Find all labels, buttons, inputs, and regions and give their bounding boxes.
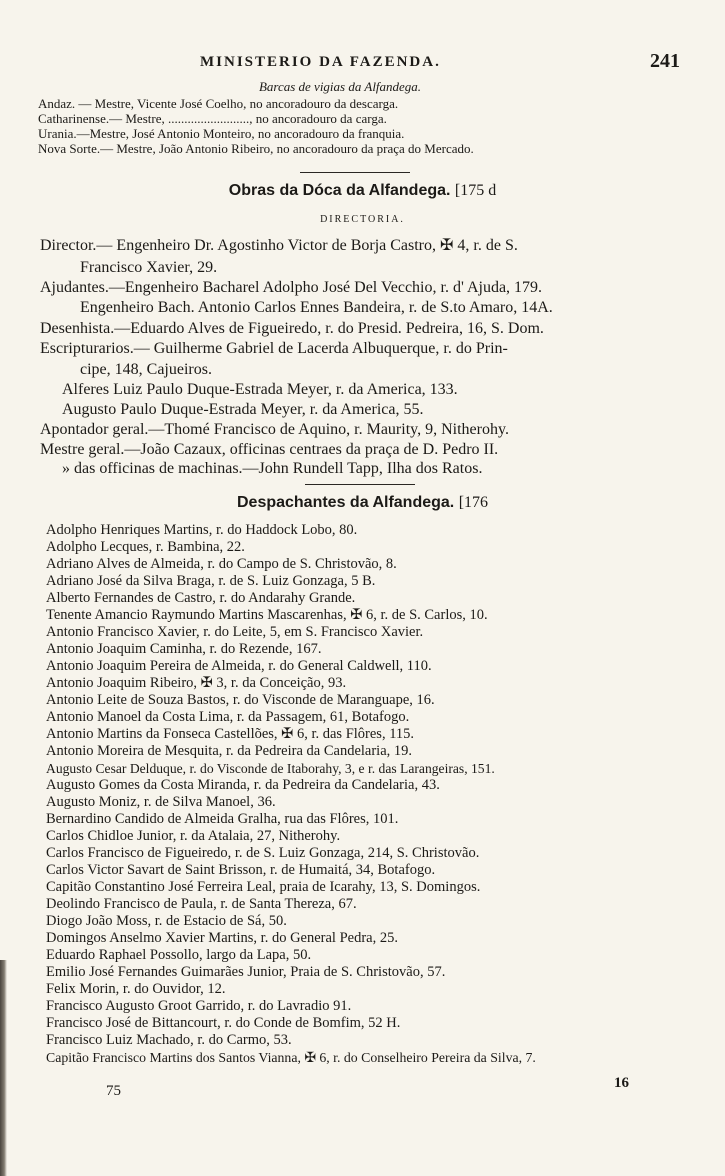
list-item: Francisco José de Bittancourt, r. do Conde de Bomfim, 52 H.	[46, 1015, 401, 1031]
section-divider	[300, 172, 410, 173]
signature-mark-right: 16	[614, 1075, 629, 1091]
list-item: Antonio Moreira de Mesquita, r. da Pedreira da Candelaria, 19.	[46, 743, 413, 759]
list-item: Capitão Francisco Martins dos Santos Vianna, ✠ 6, r. do Conselheiro Pereira da Silva, 7.	[46, 1050, 536, 1065]
obras-line: Ajudantes.—Engenheiro Bacharel Adolpho José Del Vecchio, r. d' Ajuda, 179.	[40, 279, 543, 296]
list-item: Emilio José Fernandes Guimarães Junior, Praia de S. Christovão, 57.	[46, 964, 446, 980]
list-item: Tenente Amancio Raymundo Martins Mascarenhas, ✠ 6, r. de S. Carlos, 10.	[46, 607, 488, 623]
list-item: Antonio Martins da Fonseca Castellões, ✠ 6, r. das Flôres, 115.	[46, 726, 415, 742]
list-item: Felix Morin, r. do Ouvidor, 12.	[46, 981, 226, 997]
list-item: Bernardino Candido de Almeida Gralha, rua das Flôres, 101.	[46, 811, 399, 827]
obras-line: Apontador geral.—Thomé Francisco de Aquino, r. Maurity, 9, Nitherohy.	[40, 421, 509, 438]
list-item: Antonio Francisco Xavier, r. do Leite, 5, em S. Francisco Xavier.	[46, 624, 424, 640]
obras-line: Francisco Xavier, 29.	[80, 259, 218, 276]
obras-line: Mestre geral.—João Cazaux, officinas centraes da praça de D. Pedro II.	[40, 441, 499, 458]
page-number: 241	[650, 50, 680, 72]
list-item: Augusto Moniz, r. de Silva Manoel, 36.	[46, 794, 276, 810]
obras-line: » das officinas de machinas.—John Rundell Tapp, Ilha dos Ratos.	[62, 460, 483, 477]
list-item: Adriano José da Silva Braga, r. de S. Luiz Gonzaga, 5 B.	[46, 573, 376, 589]
vigias-line: Catharinense.— Mestre, ........................., no ancoradouro da carga.	[38, 111, 387, 126]
vigias-line: Andaz. — Mestre, Vicente José Coelho, no ancoradouro da descarga.	[38, 96, 399, 111]
list-item: Augusto Gomes da Costa Miranda, r. da Pedreira da Candelaria, 43.	[46, 777, 440, 793]
list-item: Domingos Anselmo Xavier Martins, r. do General Pedra, 25.	[46, 930, 398, 946]
page-header	[40, 46, 680, 74]
obras-line: Alferes Luiz Paulo Duque-Estrada Meyer, r. da America, 133.	[62, 381, 458, 398]
signature-mark-left: 75	[106, 1083, 121, 1099]
obras-line: Desenhista.—Eduardo Alves de Figueiredo, r. do Presid. Pedreira, 16, S. Dom.	[40, 320, 544, 337]
list-item: Antonio Leite de Souza Bastos, r. do Visconde de Maranguape, 16.	[46, 692, 435, 708]
section-subtitle: DIRECTORIA.	[320, 214, 405, 225]
section-title-obras	[0, 182, 725, 200]
list-item: Antonio Joaquim Pereira de Almeida, r. do General Caldwell, 110.	[46, 658, 432, 674]
list-item: Carlos Francisco de Figueiredo, r. de S. Luiz Gonzaga, 214, S. Christovão.	[46, 845, 480, 861]
list-item: Carlos Chidloe Junior, r. da Atalaia, 27, Nitherohy.	[46, 828, 341, 844]
list-item: Antonio Joaquim Caminha, r. do Rezende, 167.	[46, 641, 322, 657]
obras-line: Augusto Paulo Duque-Estrada Meyer, r. da America, 55.	[62, 401, 424, 418]
list-item: Francisco Augusto Groot Garrido, r. do Lavradio 91.	[46, 998, 352, 1014]
list-item: Antonio Joaquim Ribeiro, ✠ 3, r. da Conceição, 93.	[46, 675, 347, 691]
list-item: Francisco Luiz Machado, r. do Carmo, 53.	[46, 1032, 292, 1048]
list-item: Augusto Cesar Delduque, r. do Visconde de Itaborahy, 3, e r. das Larangeiras, 151.	[46, 761, 495, 776]
list-item: Deolindo Francisco de Paula, r. de Santa Thereza, 67.	[46, 896, 357, 912]
section-title-text: Obras da Dóca da Alfandega.	[228, 182, 451, 199]
list-item: Diogo João Moss, r. de Estacio de Sá, 50.	[46, 913, 287, 929]
vigias-heading: Barcas de vigias da Alfandega.	[258, 79, 422, 94]
list-item: Antonio Manoel da Costa Lima, r. da Passagem, 61, Botafogo.	[46, 709, 410, 725]
obras-line: Escripturarios.— Guilherme Gabriel de Lacerda Albuquerque, r. do Prin-	[40, 340, 508, 357]
list-item: Adolpho Lecques, r. Bambina, 22.	[46, 539, 245, 555]
list-item: Adriano Alves de Almeida, r. do Campo de S. Christovão, 8.	[46, 556, 397, 572]
list-item: Adolpho Henriques Martins, r. do Haddock Lobo, 80.	[46, 522, 358, 538]
list-item: Carlos Victor Savart de Saint Brisson, r. de Humaitá, 34, Botafogo.	[46, 862, 436, 878]
list-item: Capitão Constantino José Ferreira Leal, praia de Icarahy, 13, S. Domingos.	[46, 879, 481, 895]
section-title-text: Despachantes da Alfandega.	[236, 494, 455, 511]
vigias-line: Urania.—Mestre, José Antonio Monteiro, no ancoradouro da franquia.	[38, 126, 405, 141]
section-reference: [176	[458, 494, 489, 511]
obras-line: Engenheiro Bach. Antonio Carlos Ennes Bandeira, r. de S.to Amaro, 14A.	[80, 299, 553, 316]
obras-line: cipe, 148, Cajueiros.	[80, 361, 212, 378]
running-title: MINISTERIO DA FAZENDA.	[200, 54, 441, 70]
list-item: Alberto Fernandes de Castro, r. do Andarahy Grande.	[46, 590, 356, 606]
vigias-line: Nova Sorte.— Mestre, João Antonio Ribeiro, no ancoradouro da praça do Mercado.	[38, 141, 474, 156]
section-reference: [175 d	[454, 182, 497, 199]
book-binding-edge	[0, 960, 7, 1176]
section-divider	[305, 484, 415, 485]
obras-line: Director.— Engenheiro Dr. Agostinho Victor de Borja Castro, ✠ 4, r. de S.	[40, 237, 518, 254]
section-title-despachantes	[0, 494, 725, 512]
list-item: Eduardo Raphael Possollo, largo da Lapa, 50.	[46, 947, 312, 963]
